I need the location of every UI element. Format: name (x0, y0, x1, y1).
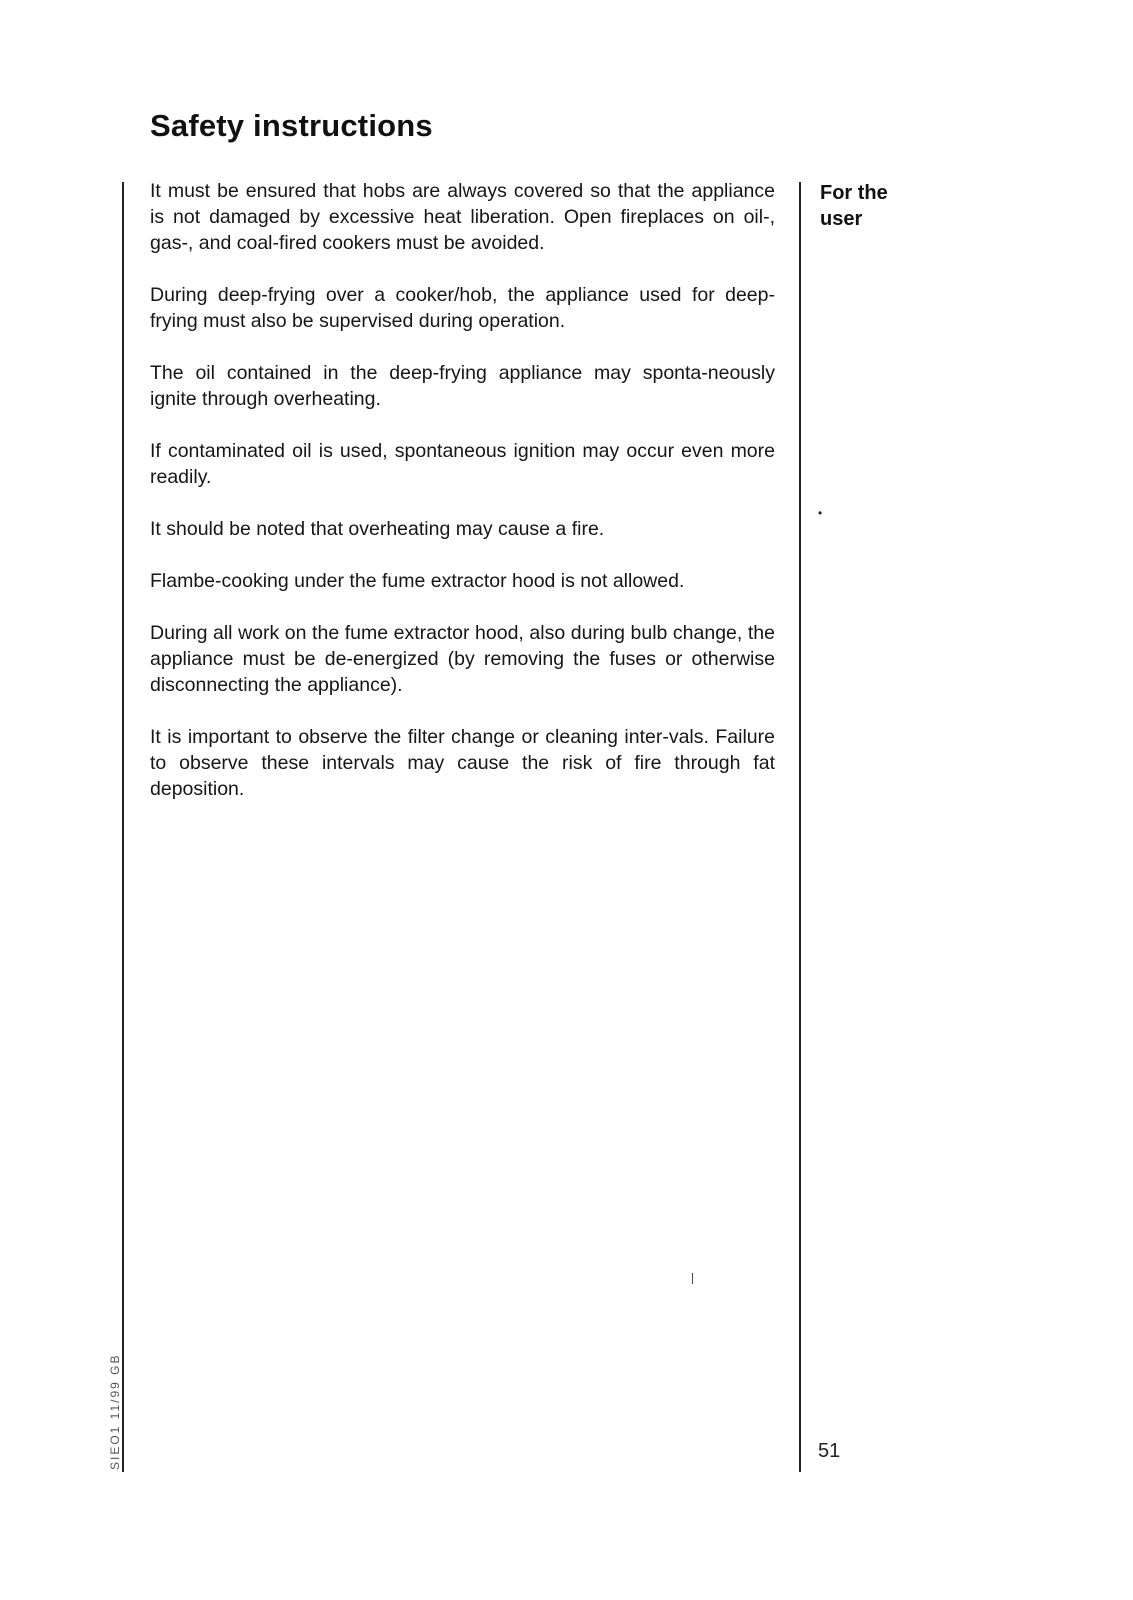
instruction-paragraph: During all work on the fume extractor hood, also during bulb change, the appliance must be de-energized (by removing the fuses or otherwise disconnecting the appliance). (150, 622, 775, 696)
audience-label-line2: user (820, 208, 863, 230)
instruction-paragraph: The oil contained in the deep-frying appliance may sponta-neously ignite through overheating. (150, 362, 775, 410)
instruction-paragraph: If contaminated oil is used, spontaneous ignition may occur even more readily. (150, 440, 775, 488)
left-margin-rule (122, 182, 124, 1472)
print-tick-mark (692, 1273, 693, 1284)
instruction-paragraph: It is important to observe the filter change or cleaning inter-vals. Failure to observe these intervals may cause the risk of fire through fat deposition. (150, 726, 775, 800)
instruction-paragraph: It should be noted that overheating may cause a fire. (150, 518, 605, 540)
instruction-paragraph: It must be ensured that hobs are always covered so that the appliance is not damaged by excessive heat liberation. Open fireplaces on oil-, gas-, and coal-fired cookers must be avoided. (150, 180, 775, 254)
instruction-paragraph: Flambe-cooking under the fume extractor hood is not allowed. (150, 570, 685, 592)
page-title: Safety instructions (150, 108, 433, 143)
audience-label (820, 180, 940, 232)
audience-label-line1: For the (820, 182, 888, 204)
page-number: 51 (818, 1440, 841, 1462)
instructions-body (150, 178, 775, 828)
document-code: SIEO1 11/99 GB (108, 1353, 122, 1470)
instruction-paragraph: During deep-frying over a cooker/hob, the appliance used for deep-frying must also be supervised during operation. (150, 284, 775, 332)
margin-bullet-mark: • (818, 506, 823, 520)
right-column-rule (799, 182, 801, 1472)
